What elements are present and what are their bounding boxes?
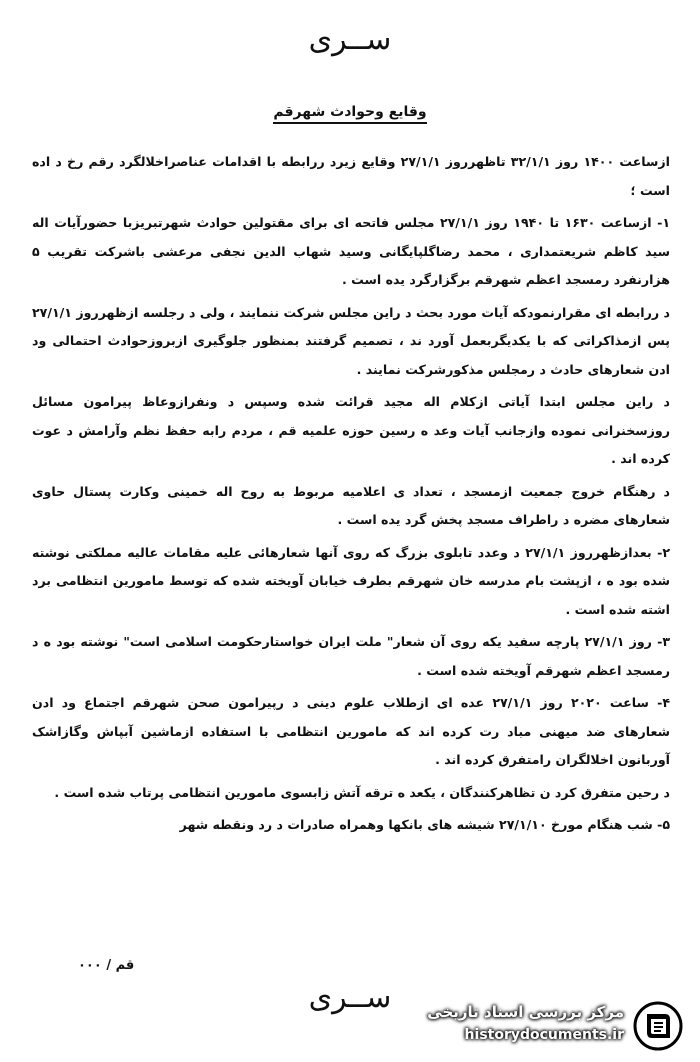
page-number: قم / ۰۰۰ [78,958,135,973]
document-title-text: وقایع وحوادث شهرقم [273,104,426,124]
archive-watermark [398,996,694,1056]
paragraph-4: د رهنگام خروج جمعیت ازمسجد ، تعداد ی اعلامیه مربوط به روح اله خمینی وکارت پستال حاوی شعارهای مضره د راطراف مسجد پخش گرد یده است . [32,483,670,527]
watermark-text [406,1000,624,1046]
watermark-url: historydocuments.ir [464,1027,624,1043]
paragraph-2: د ررابطه ای مقرارنمودکه آیات مورد بحث د راین مجلس شرکت ننمایند ، ولی د رجلسه ازظهرروز ۲۷/۱/۱ پس ازمذاکراتی که با یکدیگربعمل آورد ند ، تصمیم گرفتند بمنظور جلوگیری ازبروزحوادث احتمالی ود ادن شعارهای حادث د رمجلس مذکورشرکت نمایند . [32,304,670,377]
intro-paragraph: ازساعت ۱۴۰۰ روز ۳۲/۱/۱ تاظهرروز ۲۷/۱/۱ وقایع زیرد ررابطه با اقدامات عناصراخلالگرد رقم رخ د اده است ؛ [32,154,670,198]
watermark-name: مرکز بررسی اسناد تاریخی [427,1003,624,1021]
paragraph-3: د راین مجلس ابتدا آیاتی ازکلام اله مجید قرائت شده وسپس د ونفرازوعاظ پیرامون مسائل روزسخنرانی نموده وازجانب آیات وعد ه رسین حوزه علمیه قم ، مردم رابه حفظ نظم وآرامش د عوت کرده اند . [32,394,670,466]
paragraph-8: د رحین متفرق کرد ن تظاهرکنندگان ، یکعد ه ترقه آتش زابسوی مامورین انتظامی پرتاب شده است . [54,784,670,800]
paragraph-9: ۵- شب هنگام مورخ ۲۷/۱/۱۰ شیشه های بانکها وهمراه صادرات د رد ونقطه شهر [179,817,670,832]
paragraph-5: ۲- بعدازظهرروز ۲۷/۱/۱ د وعدد تابلوی بزرگ که روی آنها شعارهائی علیه مقامات عالیه مملکتی نوشته شده بود ه ، ازپشت بام مدرسه خان شهرقم بطرف خیابان آویخته شده که توسط مامورین انتظامی برد اشته شده است . [32,544,671,617]
document-title [0,104,700,120]
paragraph-6: ۳- روز ۲۷/۱/۱ پارچه سفید یکه روی آن شعار" ملت ایران خواستارحکومت اسلامی است" نوشته بود ه د رمسجد اعظم شهرقم آویخته شده است . [32,634,670,678]
document-scroll-icon [632,1000,684,1052]
classification-footer: ســری [308,980,392,1015]
paragraph-7: ۴- ساعت ۲۰۲۰ روز ۲۷/۱/۱ عده ای ازطلاب علوم دینی د رپیرامون صحن شهرقم اجتماع ود ادن شعارهای ضد میهنی مباد رت کرده اند که مامورین انتظامی با استفاده ازماشین آبپاش وگازاشک آوربانون اخلالگران رامتفرق کرده اند . [32,695,670,767]
document-body [32,148,670,844]
paragraph-1: ۱- ازساعت ۱۶۳۰ تا ۱۹۴۰ روز ۲۷/۱/۱ مجلس فاتحه ای برای مقتولین حوادث شهرتبریزبا حضورآیات اله سید کاظم شریعتمداری ، محمد رضاگلپایگانی وسید شهاب الدین نجفی مرعشی باشرکت تقریب ۵ هزارنفرد رمسجد اعظم شهرقم برگزارگرد یده است . [32,215,670,287]
classification-header: ســری [308,22,392,57]
